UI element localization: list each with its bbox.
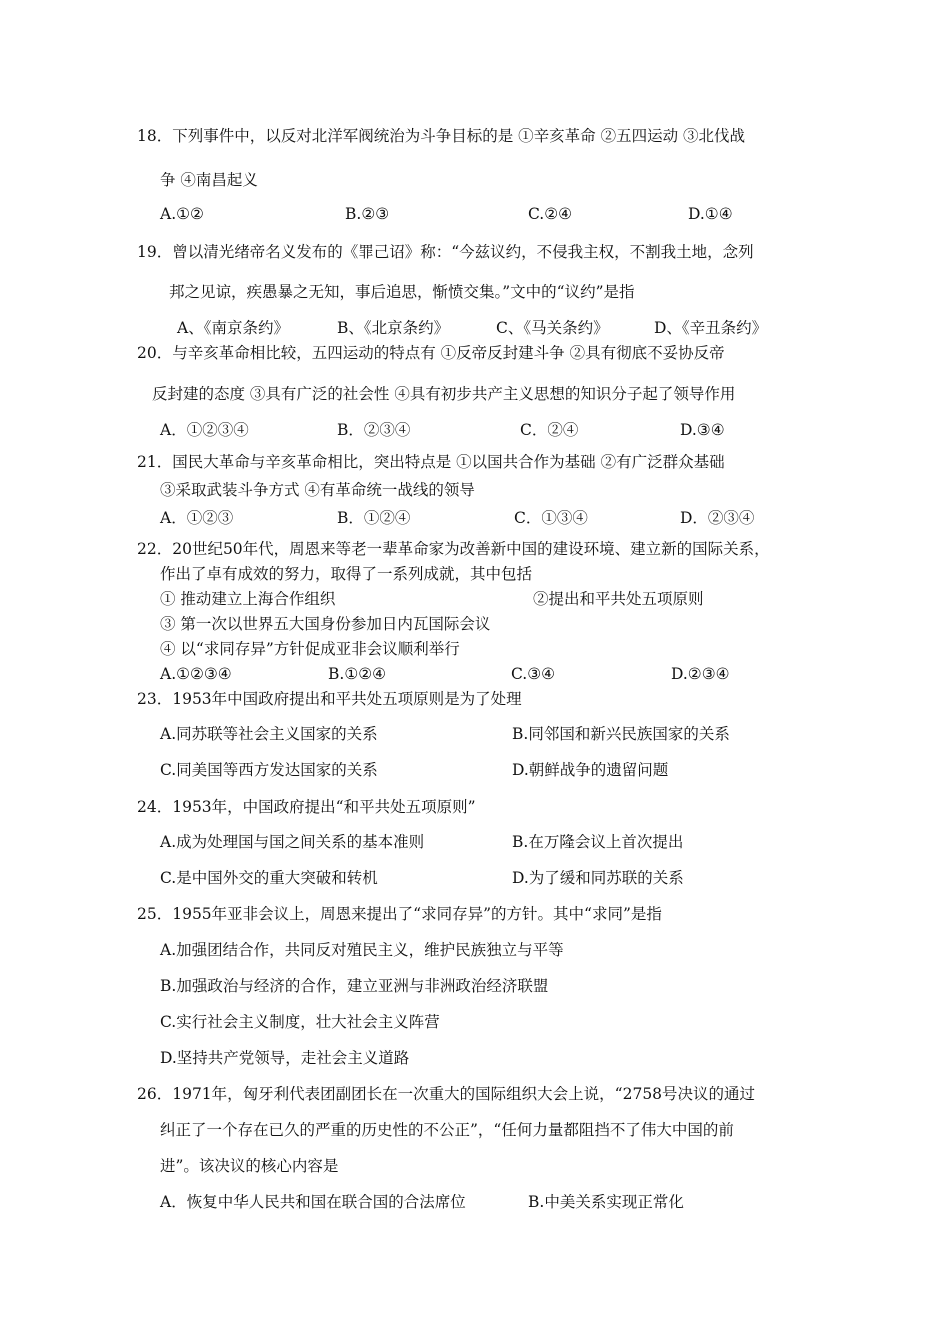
question-19-option-b: B、《北京条约》 (337, 319, 450, 337)
question-21-option-b: B．①②④ (337, 509, 411, 527)
question-23-option-d: D.朝鲜战争的遗留问题 (512, 761, 669, 779)
question-22-stem-line2: 作出了卓有成效的努力，取得了一系列成就，其中包括 (160, 565, 533, 583)
question-26-stem-line1: 26．1971年，匈牙利代表团副团长在一次重大的国际组织大会上说，“2758号决议的通过 (137, 1085, 756, 1103)
question-20-stem-line1: 20．与辛亥革命相比较，五四运动的特点有 ①反帝反封建斗争 ②具有彻底不妥协反帝 (137, 344, 725, 362)
question-25-option-d: D.坚持共产党领导，走社会主义道路 (160, 1049, 410, 1067)
question-22-item-3: ③ 第一次以世界五大国身份参加日内瓦国际会议 (160, 615, 491, 633)
question-23-option-c: C.同美国等西方发达国家的关系 (160, 761, 378, 779)
question-24-option-d: D.为了缓和同苏联的关系 (512, 869, 684, 887)
question-19-stem-line2: 邦之见谅，疾愚暴之无知，事后追思，惭愤交集。”文中的“议约”是指 (169, 283, 635, 301)
question-21-option-a: A．①②③ (160, 509, 234, 527)
question-22-item-4: ④ 以“求同存异”方针促成亚非会议顺利举行 (160, 640, 460, 658)
question-19-option-a: A、《南京条约》 (177, 319, 289, 337)
question-25-option-a: A.加强团结合作，共同反对殖民主义，维护民族独立与平等 (160, 941, 564, 959)
question-18-option-a: A.①② (160, 205, 204, 223)
question-21-option-d: D．②③④ (680, 509, 755, 527)
question-18-option-c: C.②④ (528, 205, 573, 223)
question-20-option-b: B．②③④ (337, 421, 411, 439)
question-24-option-c: C.是中国外交的重大突破和转机 (160, 869, 378, 887)
question-26-option-b: B.中美关系实现正常化 (528, 1193, 684, 1211)
question-20-option-d: D.③④ (680, 421, 725, 439)
question-18-option-d: D.①④ (688, 205, 733, 223)
question-24-option-a: A.成为处理国与国之间关系的基本准则 (160, 833, 425, 851)
question-24-option-b: B.在万隆会议上首次提出 (512, 833, 684, 851)
question-20-option-a: A．①②③④ (160, 421, 249, 439)
question-22-option-c: C.③④ (511, 665, 556, 683)
question-23-stem: 23．1953年中国政府提出和平共处五项原则是为了处理 (137, 690, 522, 708)
question-22-stem-line1: 22．20世纪50年代，周恩来等老一辈革命家为改善新中国的建设环境、建立新的国际关系， (137, 540, 770, 558)
question-18-stem-line1: 18．下列事件中，以反对北洋军阀统治为斗争目标的是 ①辛亥革命 ②五四运动 ③北伐战 (137, 127, 746, 145)
question-19-option-d: D、《辛丑条约》 (654, 319, 768, 337)
question-19-stem-line1: 19．曾以清光绪帝名义发布的《罪己诏》称：“今兹议约，不侵我主权，不割我土地，念列 (137, 243, 754, 261)
question-25-option-c: C.实行社会主义制度，壮大社会主义阵营 (160, 1013, 440, 1031)
question-22-option-a: A.①②③④ (160, 665, 232, 683)
question-22-item-2: ②提出和平共处五项原则 (533, 590, 704, 608)
question-26-stem-line2: 纠正了一个存在已久的严重的历史性的不公正”，“任何力量都阻挡不了伟大中国的前 (160, 1121, 734, 1139)
question-23-option-a: A.同苏联等社会主义国家的关系 (160, 725, 378, 743)
question-22-option-b: B.①②④ (328, 665, 387, 683)
question-22-item-1: ① 推动建立上海合作组织 (160, 590, 336, 608)
question-23-option-b: B.同邻国和新兴民族国家的关系 (512, 725, 730, 743)
question-21-option-c: C．①③④ (514, 509, 588, 527)
question-20-stem-line2: 反封建的态度 ③具有广泛的社会性 ④具有初步共产主义思想的知识分子起了领导作用 (152, 385, 736, 403)
question-24-stem: 24．1953年，中国政府提出“和平共处五项原则” (137, 798, 476, 816)
question-21-stem-line2: ③采取武装斗争方式 ④有革命统一战线的领导 (160, 481, 475, 499)
question-25-stem: 25．1955年亚非会议上，周恩来提出了“求同存异”的方针。其中“求同”是指 (137, 905, 662, 923)
question-26-stem-line3: 进”。该决议的核心内容是 (160, 1157, 339, 1175)
question-18-stem-line2: 争 ④南昌起义 (160, 171, 258, 189)
question-25-option-b: B.加强政治与经济的合作，建立亚洲与非洲政治经济联盟 (160, 977, 549, 995)
question-19-option-c: C、《马关条约》 (496, 319, 609, 337)
question-18-option-b: B.②③ (345, 205, 390, 223)
question-26-option-a: A．恢复中华人民共和国在联合国的合法席位 (160, 1193, 466, 1211)
question-20-option-c: C．②④ (520, 421, 579, 439)
question-22-option-d: D.②③④ (671, 665, 730, 683)
question-21-stem-line1: 21．国民大革命与辛亥革命相比，突出特点是 ①以国共合作为基础 ②有广泛群众基础 (137, 453, 725, 471)
